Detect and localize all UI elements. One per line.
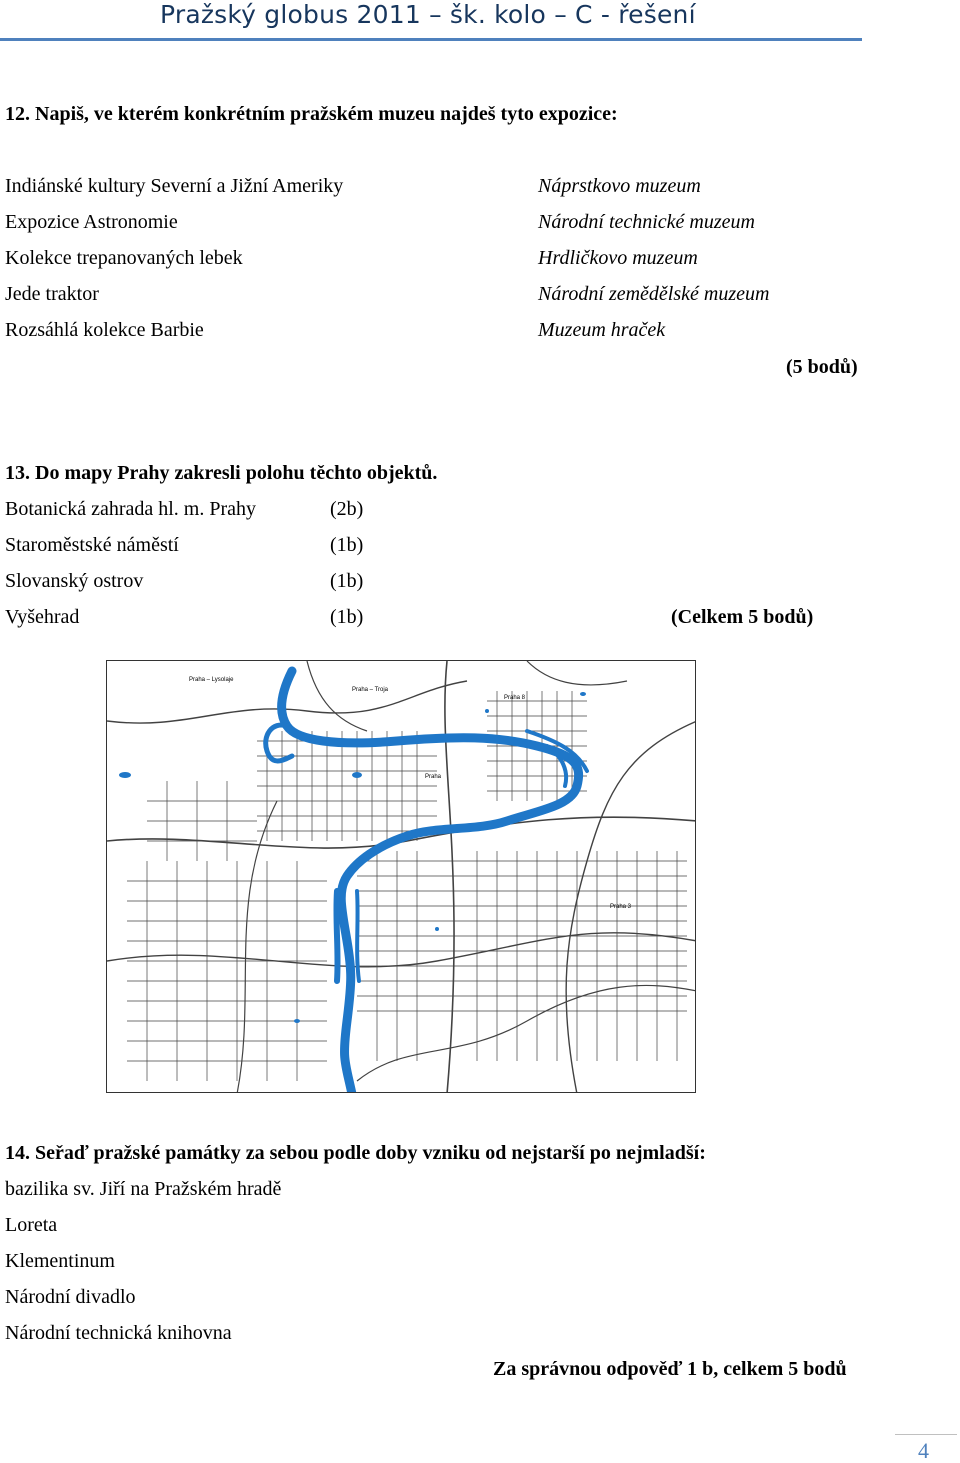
q12-points: (5 bodů): [786, 356, 858, 378]
q12-heading: 12. Napiš, ve kterém konkrétním pražském muzeu najdeš tyto expozice:: [5, 103, 618, 125]
q13-item-4-points: (1b): [330, 606, 364, 628]
q13-item-3: Slovanský ostrov: [5, 570, 144, 592]
prague-map-drawing: [107, 661, 696, 1093]
q14-item-5: Národní technická knihovna: [5, 1322, 232, 1344]
map-label-praha8: Praha 8: [504, 695, 526, 701]
q12-expo-2: Expozice Astronomie: [5, 211, 178, 233]
q13-item-2-points: (1b): [330, 534, 364, 556]
q13-item-4: Vyšehrad: [5, 606, 80, 628]
map-label-lysolaje: Praha – Lysolaje: [189, 677, 234, 683]
map-label-praha: Praha: [425, 774, 442, 780]
q12-museum-1: Náprstkovo muzeum: [538, 175, 701, 197]
q12-museum-3: Hrdličkovo muzeum: [538, 247, 698, 269]
q13-item-2: Staroměstské náměstí: [5, 534, 179, 556]
q14-item-1: bazilika sv. Jiří na Pražském hradě: [5, 1178, 282, 1200]
q14-item-4: Národní divadlo: [5, 1286, 136, 1308]
vltava-river: [266, 671, 587, 1093]
q13-item-1-points: (2b): [330, 498, 364, 520]
q13-item-3-points: (1b): [330, 570, 364, 592]
footer-rule: [895, 1434, 957, 1435]
header-rule: [0, 38, 862, 41]
q14-item-3: Klementinum: [5, 1250, 115, 1272]
q13-item-1: Botanická zahrada hl. m. Prahy: [5, 498, 257, 520]
map-label-praha3: Praha 3: [610, 904, 632, 910]
q12-museum-2: Národní technické muzeum: [538, 211, 755, 233]
q12-museum-5: Muzeum hraček: [538, 319, 666, 341]
q14-item-2: Loreta: [5, 1214, 58, 1236]
prague-map[interactable]: [106, 660, 696, 1093]
q12-expo-1: Indiánské kultury Severní a Jižní Ameriky: [5, 175, 344, 197]
map-street-network: [107, 661, 696, 1093]
q13-total: (Celkem 5 bodů): [671, 606, 814, 628]
q12-expo-4: Jede traktor: [5, 283, 99, 305]
q12-expo-3: Kolekce trepanovaných lebek: [5, 247, 243, 269]
document-header-title: Pražský globus 2011 – šk. kolo – C - řešení: [160, 0, 696, 29]
page-number: 4: [918, 1438, 929, 1463]
q13-heading: 13. Do mapy Prahy zakresli polohu těchto objektů.: [5, 462, 438, 484]
map-label-troja: Praha – Troja: [352, 687, 389, 693]
q14-heading: 14. Seřaď pražské památky za sebou podle doby vzniku od nejstarší po nejmladší:: [5, 1142, 706, 1164]
q14-scoring: Za správnou odpověď 1 b, celkem 5 bodů: [493, 1358, 847, 1380]
q12-museum-4: Národní zemědělské muzeum: [538, 283, 770, 305]
q12-expo-5: Rozsáhlá kolekce Barbie: [5, 319, 204, 341]
